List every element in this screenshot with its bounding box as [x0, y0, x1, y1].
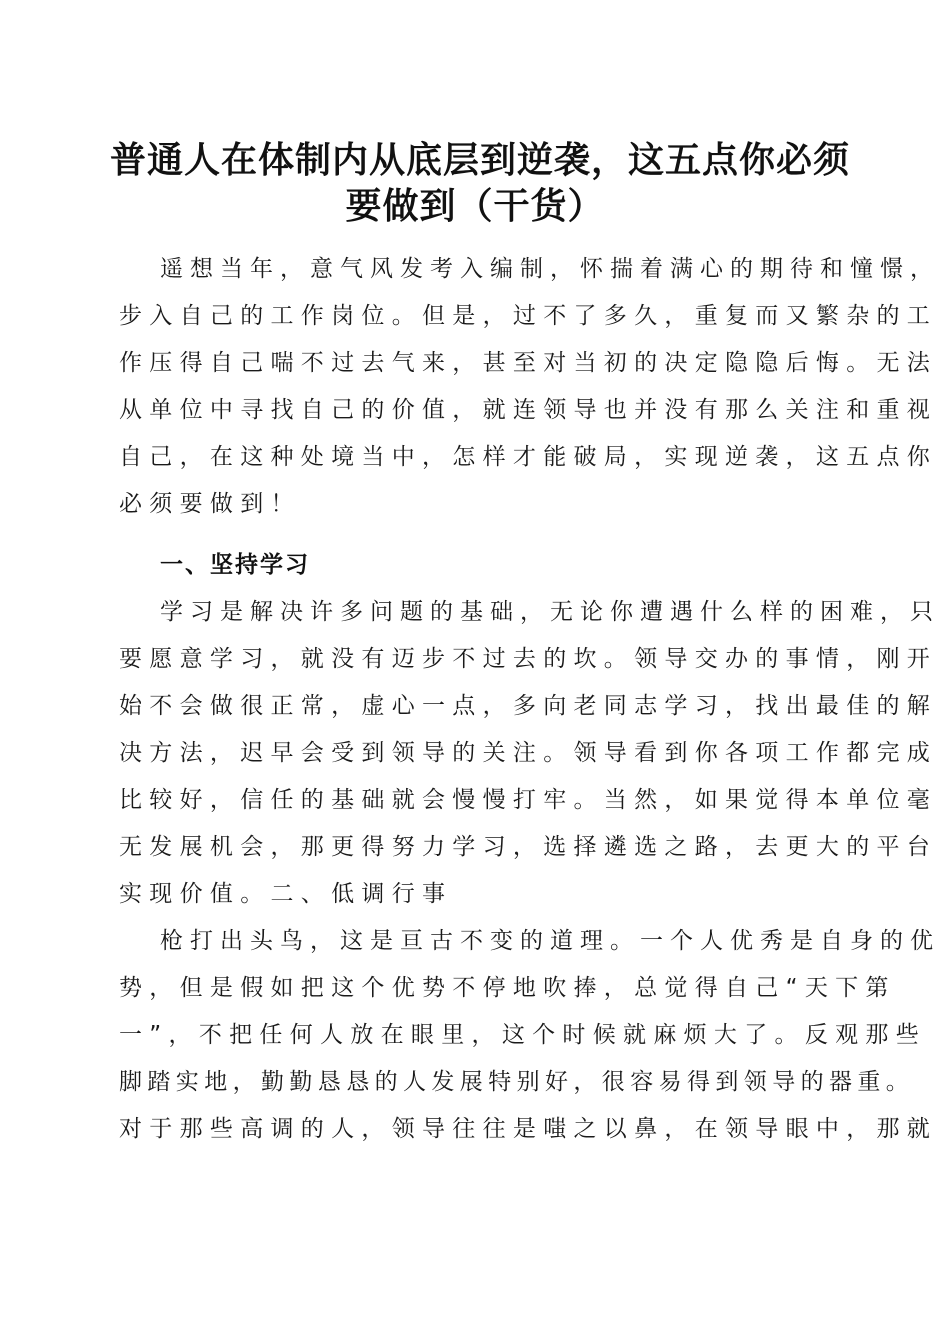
section2-line: 枪打出头鸟，这是亘古不变的道理。一个人优秀是自身的优 [160, 928, 940, 954]
intro-line: 自己，在这种处境当中，怎样才能破局，实现逆袭，这五点你 [119, 444, 938, 470]
intro-line: 作压得自己喘不过去气来，甚至对当初的决定隐隐后悔。无法 [119, 350, 938, 376]
section2-line: 一”，不把任何人放在眼里，这个时候就麻烦大了。反观那些 [119, 1022, 927, 1048]
section1-line: 决方法，迟早会受到领导的关注。领导看到你各项工作都完成 [119, 740, 938, 766]
section2-line: 脚踏实地，勤勤恳恳的人发展特别好，很容易得到领导的器重。 [119, 1069, 915, 1095]
document-title-line-1: 普通人在体制内从底层到逆袭，这五点你必须 [110, 139, 851, 181]
section1-line: 要愿意学习，就没有迈步不过去的坎。领导交办的事情，刚开 [119, 646, 938, 672]
section1-line: 实现价值。二、低调行事 [119, 881, 453, 907]
document-title-line-2: 要做到（干货） [345, 185, 605, 227]
section-heading: 一、坚持学习 [160, 552, 310, 578]
intro-line: 从单位中寻找自己的价值，就连领导也并没有那么关注和重视 [119, 397, 938, 423]
section2-line: 对于那些高调的人，领导往往是嗤之以鼻，在领导眼中，那就 [119, 1116, 938, 1142]
intro-line: 步入自己的工作岗位。但是，过不了多久，重复而又繁杂的工 [119, 303, 938, 329]
section1-line: 无发展机会，那更得努力学习，选择遴选之路，去更大的平台 [119, 834, 938, 860]
section1-line: 比较好，信任的基础就会慢慢打牢。当然，如果觉得本单位毫 [119, 787, 938, 813]
section2-line: 势，但是假如把这个优势不停地吹捧，总觉得自己“天下第 [119, 975, 896, 1001]
section1-line: 始不会做很正常，虚心一点，多向老同志学习，找出最佳的解 [119, 693, 938, 719]
intro-line: 必须要做到！ [119, 491, 301, 517]
intro-line: 遥想当年，意气风发考入编制，怀揣着满心的期待和憧憬， [160, 256, 940, 282]
section1-line: 学习是解决许多问题的基础，无论你遭遇什么样的困难，只 [160, 599, 940, 625]
